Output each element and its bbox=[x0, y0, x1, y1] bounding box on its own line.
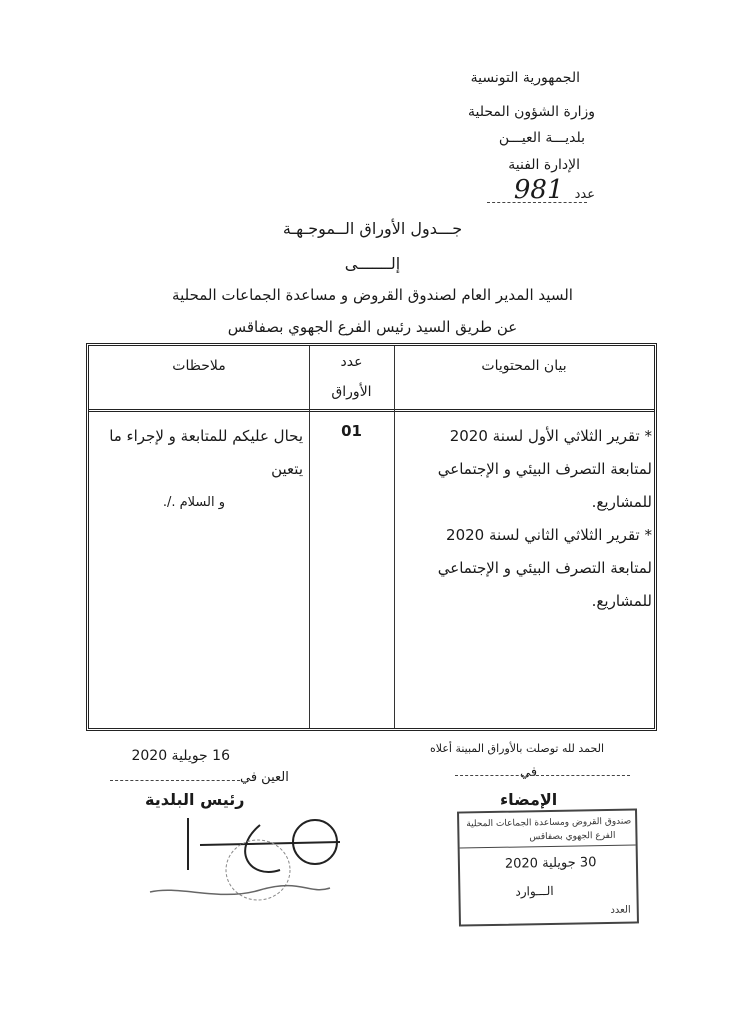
note-line: يتعين bbox=[271, 460, 303, 478]
doc-via: عن طريق السيد رئيس الفرع الجهوي بصفاقس bbox=[227, 318, 518, 336]
stamp-divider bbox=[460, 844, 636, 848]
header-department: الإدارة الفنية bbox=[508, 157, 580, 173]
stamp-number-label: العدد bbox=[610, 904, 631, 916]
content-line: * تقرير الثلاثي الثاني لسنة 2020 bbox=[446, 526, 652, 544]
number-value: 981 bbox=[513, 175, 564, 205]
stamp-arrival: الـــوارد bbox=[515, 883, 554, 899]
content-line: للمشاريع. bbox=[591, 493, 652, 511]
documents-table bbox=[86, 343, 657, 731]
stamp-line1: صندوق القروض ومساعدة الجماعات المحلية bbox=[466, 816, 632, 830]
ack-in: في bbox=[520, 765, 538, 780]
row-contents bbox=[397, 420, 652, 618]
content-line: لمتابعة التصرف البيئي و الإجتماعي bbox=[437, 460, 652, 478]
row-count: 01 bbox=[341, 422, 362, 440]
content-line: لمتابعة التصرف البيئي و الإجتماعي bbox=[437, 559, 652, 577]
header-count-line2: الأوراق bbox=[331, 384, 372, 400]
table-divider-1 bbox=[394, 346, 395, 728]
stamp-line2: الفرع الجهوي بصفاقس bbox=[529, 830, 616, 843]
stamp-date: 30 جويلية 2020 bbox=[504, 855, 597, 872]
issue-date: 16 جويلية 2020 bbox=[131, 748, 230, 764]
note-line: و السلام ./. bbox=[162, 495, 225, 510]
row-notes bbox=[93, 420, 303, 519]
note-line: يحال عليكم للمتابعة و لإجراء ما bbox=[109, 427, 303, 445]
header-contents: بيان المحتويات bbox=[481, 358, 567, 374]
reference-number bbox=[514, 175, 595, 205]
place-underline bbox=[110, 780, 240, 781]
content-line: للمشاريع. bbox=[591, 592, 652, 610]
header-ministry: وزارة الشؤون المحلية bbox=[468, 104, 595, 120]
table-header-divider bbox=[89, 409, 654, 412]
number-underline bbox=[487, 202, 587, 203]
header-republic: الجمهورية التونسية bbox=[470, 70, 580, 86]
signature-label: الإمضاء bbox=[500, 790, 558, 809]
mayor-signature-icon bbox=[140, 810, 350, 920]
mayor-title: رئيس البلدية bbox=[145, 790, 245, 809]
number-label: عدد bbox=[574, 187, 595, 202]
received-stamp bbox=[457, 808, 639, 926]
header-count-line1: عدد bbox=[340, 354, 363, 370]
doc-title: جـــدول الأوراق الــموجـهـة bbox=[282, 219, 463, 238]
ack-underline bbox=[455, 775, 630, 776]
issue-place: العين في bbox=[240, 770, 289, 785]
header-municipality: بلديـــة العيـــن bbox=[498, 130, 585, 146]
content-line: * تقرير الثلاثي الأول لسنة 2020 bbox=[449, 427, 652, 445]
doc-to: إلـــــــى bbox=[344, 254, 401, 273]
table-divider-2 bbox=[309, 346, 310, 728]
header-notes: ملاحظات bbox=[172, 358, 226, 374]
acknowledgment: الحمد لله توصلت بالأوراق المبينة أعلاه bbox=[430, 742, 605, 755]
doc-recipient: السيد المدير العام لصندوق القروض و مساعدة الجماعات المحلية bbox=[172, 286, 573, 304]
